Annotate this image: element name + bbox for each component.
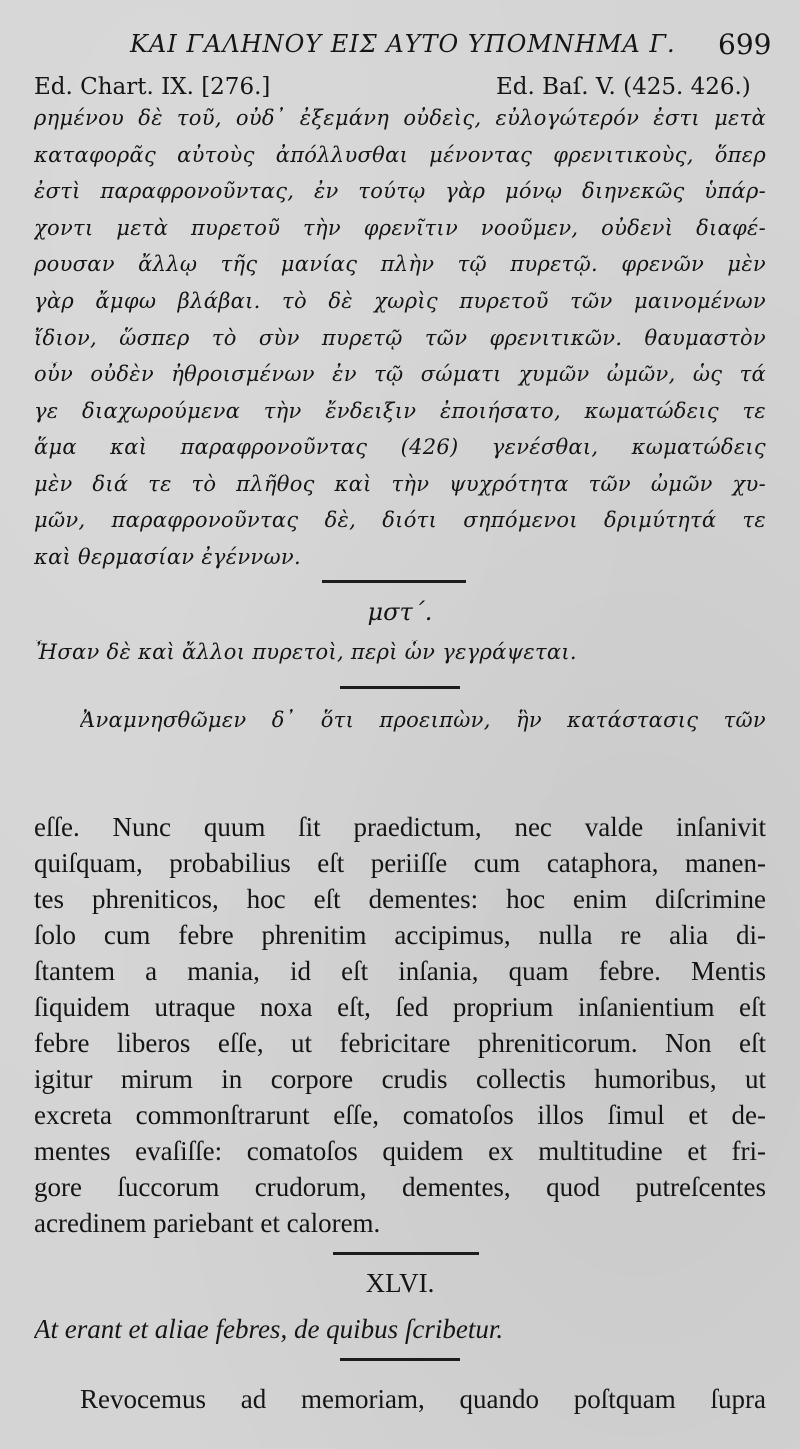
greek-line: ἅμα καὶ παραφρονοῦντας (426) γενέσθαι, κωματώδεις	[34, 435, 766, 459]
greek-line: γε διαχωρούμενα τὴν ἔνδειξιν ἐποιήσατο, κωματώδεις τε	[34, 399, 766, 423]
section-divider	[322, 580, 466, 583]
greek-line: ἴδιον, ὥσπερ τὸ σὺν πυρετῷ τῶν φρενιτικῶν. θαυμαστὸν	[34, 326, 766, 350]
greek-line: ρουσαν ἄλλῳ τῆς μανίας πλὴν τῷ πυρετῷ. φρενῶν μὲν	[34, 252, 766, 276]
running-title: ΚΑΙ ΓΑΛΗΝΟΥ ΕΙΣ ΑΥΤΟ ΥΠΟΜΝΗΜΑ Γ.	[130, 30, 676, 58]
greek-line-last: καὶ θερμασίαν ἐγέννων.	[34, 545, 301, 569]
latin-line-last: acredinem pariebant et calorem.	[34, 1208, 381, 1238]
latin-line: tes phreniticos, hoc eſt dementes: hoc enim diſcrimine	[34, 884, 766, 914]
greek-line: μὲν διά τε τὸ πλῆθος καὶ τὴν ψυχρότητα τῶν ὠμῶν χυ-	[34, 472, 766, 496]
greek-section-number: μστ΄.	[367, 598, 433, 626]
latin-line: igitur mirum in corpore crudis collectis humoribus, ut	[34, 1064, 766, 1094]
latin-line: ſtantem a mania, id eſt inſania, quam febre. Mentis	[34, 956, 766, 986]
latin-line: febre liberos eſſe, ut febricitare phreniticorum. Non eſt	[34, 1028, 766, 1058]
latin-line: ſolo cum febre phrenitim accipimus, nulla re alia di-	[34, 920, 766, 950]
latin-next-line: Revocemus ad memoriam, quando poſtquam ſupra	[80, 1384, 766, 1414]
section-divider	[333, 1252, 479, 1255]
latin-line: excreta commonſtrarunt eſſe, comatoſos illos ſimul et de-	[34, 1100, 766, 1130]
greek-line: καταφορᾶς αὐτοὺς ἀπόλλυσθαι μένοντας φρενιτικοὺς, ὅπερ	[34, 143, 766, 167]
greek-line: ἐστὶ παραφρονοῦντας, ἐν τούτῳ γὰρ μόνῳ διηνεκῶς ὑπάρ-	[34, 179, 766, 203]
latin-section-number: XLVI.	[365, 1268, 435, 1298]
page-number: 699	[718, 28, 772, 61]
greek-line: ρημένου δὲ τοῦ, οὐδ᾽ ἐξεμάνη οὐδεὶς, εὐλογώτερόν ἐστι μετὰ	[34, 106, 766, 130]
greek-line: οὖν οὐδὲν ἠθροισμένων ἐν τῷ σώματι χυμῶν ὠμῶν, ὡς τά	[34, 362, 766, 386]
latin-line: gore ſuccorum crudorum, dementes, quod putreſcentes	[34, 1172, 766, 1202]
greek-section-heading: Ἦσαν δὲ καὶ ἄλλοι πυρετοὶ, περὶ ὧν γεγράψεται.	[34, 640, 577, 664]
greek-line: μῶν, παραφρονοῦντας δὲ, διότι σηπόμενοι δριμύτητά τε	[34, 508, 766, 532]
greek-line: χοντι μετὰ πυρετοῦ τὴν φρενῖτιν νοοῦμεν, οὐδενὶ διαφέ-	[34, 216, 766, 240]
latin-line: ſiquidem utraque noxa eſt, ſed proprium inſanientium eſt	[34, 992, 766, 1022]
section-divider	[340, 1358, 460, 1361]
latin-section-heading: At erant et aliae febres, de quibus ſcribetur.	[34, 1314, 504, 1344]
greek-line: γὰρ ἄμφω βλάβαι. τὸ δὲ χωρὶς πυρετοῦ τῶν μαινομένων	[34, 289, 766, 313]
latin-line: mentes evaſiſſe: comatoſos quidem ex multitudine et fri-	[34, 1136, 766, 1166]
latin-line: eſſe. Nunc quum ſit praedictum, nec valde inſanivit	[34, 812, 766, 842]
greek-next-line: Ἀναμνησθῶμεν δ᾽ ὅτι προειπὼν, ἣν κατάστασις τῶν	[80, 708, 766, 732]
latin-line: quiſquam, probabilius eſt periiſſe cum cataphora, manen-	[34, 848, 766, 878]
edition-reference-left: Ed. Chart. IX. [276.]	[34, 74, 271, 100]
edition-reference-right: Ed. Baſ. V. (425. 426.)	[496, 74, 751, 100]
section-divider	[340, 686, 460, 689]
